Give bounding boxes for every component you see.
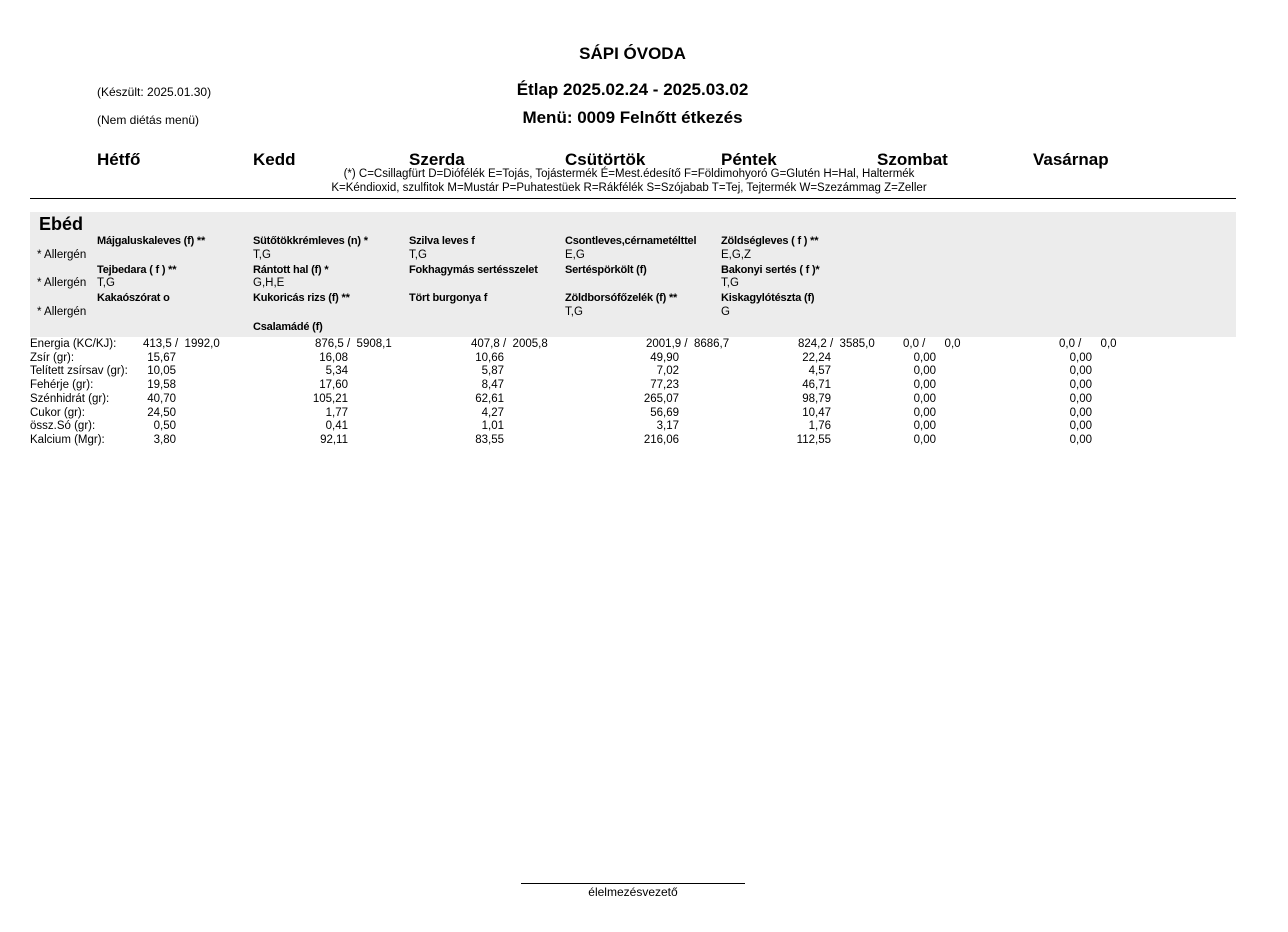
allergen-label-2: * Allergén [37,277,87,289]
nutrition-value: 0,00 [913,365,936,378]
day-header-saturday: Szombat [877,150,948,169]
nutrition-value: 0,00 [913,351,936,364]
nutrition-label: Szénhidrát (gr): [30,392,110,405]
nutrition-value: 22,24 [802,351,831,364]
nutrition-value: 0,00 [1069,365,1092,378]
allergen-legend-line2: K=Kéndioxid, szulfitok M=Mustár P=Puhatestüek R=Rákfélék S=Szójabab T=Tej, Tejtermék W=Szezámmag Z=Zeller [331,182,927,194]
allergen-legend-line1: (*) C=Csillagfürt D=Diófélék E=Tojás, Tojástermék É=Mest.édesítő F=Földimohyoró G=Glutén H=Hal, Haltermék [343,168,915,180]
allergen-fri-1: E,G,Z [721,249,752,261]
dish-mon-1: Májgaluskaleves (f) ** [97,235,206,247]
nutrition-value: 46,71 [802,379,831,392]
nutrition-value: 265,07 [643,392,679,405]
dish-tue-3: Kukoricás rizs (f) ** [253,292,350,304]
nutrition-value: 56,69 [650,406,679,419]
nutrition-label: Cukor (gr): [30,406,85,419]
nutrition-value: 7,02 [656,365,679,378]
nutrition-value: 5,34 [325,365,348,378]
dish-thu-1: Csontleves,cérnametélttel [565,235,697,247]
day-header-friday: Péntek [721,150,777,169]
nutrition-value: 17,60 [319,379,348,392]
nutrition-value: 2001,9 / 8686,7 [646,338,730,350]
nutrition-value: 0,00 [1069,392,1092,405]
nutrition-value: 10,66 [475,351,504,364]
nutrition-value: 105,21 [312,392,348,405]
meal-name: Ebéd [39,214,84,234]
nutrition-value: 83,55 [475,433,504,446]
nutrition-label: Kalcium (Mgr): [30,433,105,446]
nutrition-value: 0,00 [913,379,936,392]
dish-wed-1: Szilva leves f [409,235,475,247]
day-header-tuesday: Kedd [253,150,296,169]
nutrition-value: 0,00 [1069,379,1092,392]
nutrition-label: Zsír (gr): [30,351,75,364]
allergen-wed-1: T,G [409,249,427,261]
signature-label: élelmezésvezető [588,885,678,899]
nutrition-value: 19,58 [147,379,176,392]
nutrition-value: 98,79 [802,392,831,405]
nutrition-value: 0,00 [1069,406,1092,419]
dish-fri-2: Bakonyi sertés ( f )* [721,264,820,276]
nutrition-value: 24,50 [147,406,176,419]
nutrition-value: 5,87 [481,365,504,378]
allergen-thu-3: T,G [565,306,583,318]
nutrition-value: 1,76 [808,420,831,433]
nutrition-value: 8,47 [481,379,504,392]
nutrition-label: Fehérje (gr): [30,379,94,392]
day-header-wednesday: Szerda [409,150,465,169]
nutrition-value: 1,77 [325,406,348,419]
nutrition-value: 0,00 [1069,433,1092,446]
nutrition-value: 0,00 [1069,420,1092,433]
nutrition-value: 1,01 [481,420,504,433]
nutrition-value: 4,27 [481,406,504,419]
nutrition-value: 112,55 [796,433,831,446]
nutrition-value: 0,41 [325,420,348,433]
nutrition-value: 15,67 [147,351,176,364]
nutrition-label: össz.Só (gr): [30,420,96,433]
dish-tue-1: Sütőtökkrémleves (n) * [253,235,368,247]
nutrition-value: 407,8 / 2005,8 [471,338,548,350]
nutrition-value: 16,08 [319,351,348,364]
nutrition-value: 3,80 [153,433,176,446]
dish-tue-extra: Csalamádé (f) [253,321,323,333]
nutrition-value: 0,00 [1069,351,1092,364]
allergen-thu-1: E,G [565,249,585,261]
nutrition-label: Telített zsírsav (gr): [30,365,128,378]
nutrition-value: 77,23 [650,379,679,392]
nutrition-value: 0,00 [913,433,936,446]
day-header-monday: Hétfő [97,150,141,169]
day-header-thursday: Csütörtök [565,150,646,169]
nutrition-value: 4,57 [808,365,831,378]
header-divider [30,198,1236,199]
nutrition-value: 0,50 [153,420,176,433]
dish-thu-2: Sertéspörkölt (f) [565,264,647,276]
nutrition-value: 0,00 [913,392,936,405]
diet-label: (Nem diétás menü) [97,113,200,127]
allergen-tue-1: T,G [253,249,271,261]
allergen-label-3: * Allergén [37,306,87,318]
school-name: SÁPI ÓVODA [579,44,686,63]
allergen-fri-3: G [721,306,730,318]
signature-line [521,883,745,884]
dish-thu-3: Zöldborsófőzelék (f) ** [565,292,678,304]
nutrition-value: 62,61 [475,392,504,405]
allergen-label-1: * Allergén [37,249,87,261]
day-header-sunday: Vasárnap [1033,150,1109,169]
nutrition-value: 216,06 [643,433,679,446]
nutrition-value: 413,5 / 1992,0 [143,338,220,350]
nutrition-value: 824,2 / 3585,0 [798,338,875,350]
dish-wed-3: Tört burgonya f [409,292,488,304]
nutrition-value: 876,5 / 5908,1 [315,338,392,350]
nutrition-value: 92,11 [320,433,348,446]
nutrition-label: Energia (KC/KJ): [30,338,117,350]
nutrition-value: 0,00 [913,420,936,433]
nutrition-value: 49,90 [650,351,679,364]
dish-wed-2: Fokhagymás sertésszelet [409,264,538,276]
dish-fri-1: Zöldségleves ( f ) ** [721,235,819,247]
allergen-tue-2: G,H,E [253,277,285,289]
dish-mon-2: Tejbedara ( f ) ** [97,264,177,276]
nutrition-value: 0,00 [913,406,936,419]
dish-mon-3: Kakaószórat o [97,292,170,304]
created-date: (Készült: 2025.01.30) [97,85,212,99]
nutrition-value: 0,0 / 0,0 [903,338,961,350]
nutrition-value: 40,70 [147,392,176,405]
nutrition-value: 10,47 [802,406,831,419]
dish-fri-3: Kiskagylótészta (f) [721,292,815,304]
nutrition-value: 3,17 [656,420,679,433]
menu-title: Étlap 2025.02.24 - 2025.03.02 [516,80,749,99]
nutrition-value: 10,05 [147,365,176,378]
nutrition-value: 0,0 / 0,0 [1059,338,1117,350]
allergen-mon-2: T,G [97,277,115,289]
allergen-fri-2: T,G [721,277,739,289]
dish-tue-2: Rántott hal (f) * [253,264,329,276]
menu-subtitle: Menü: 0009 Felnőtt étkezés [522,108,743,127]
